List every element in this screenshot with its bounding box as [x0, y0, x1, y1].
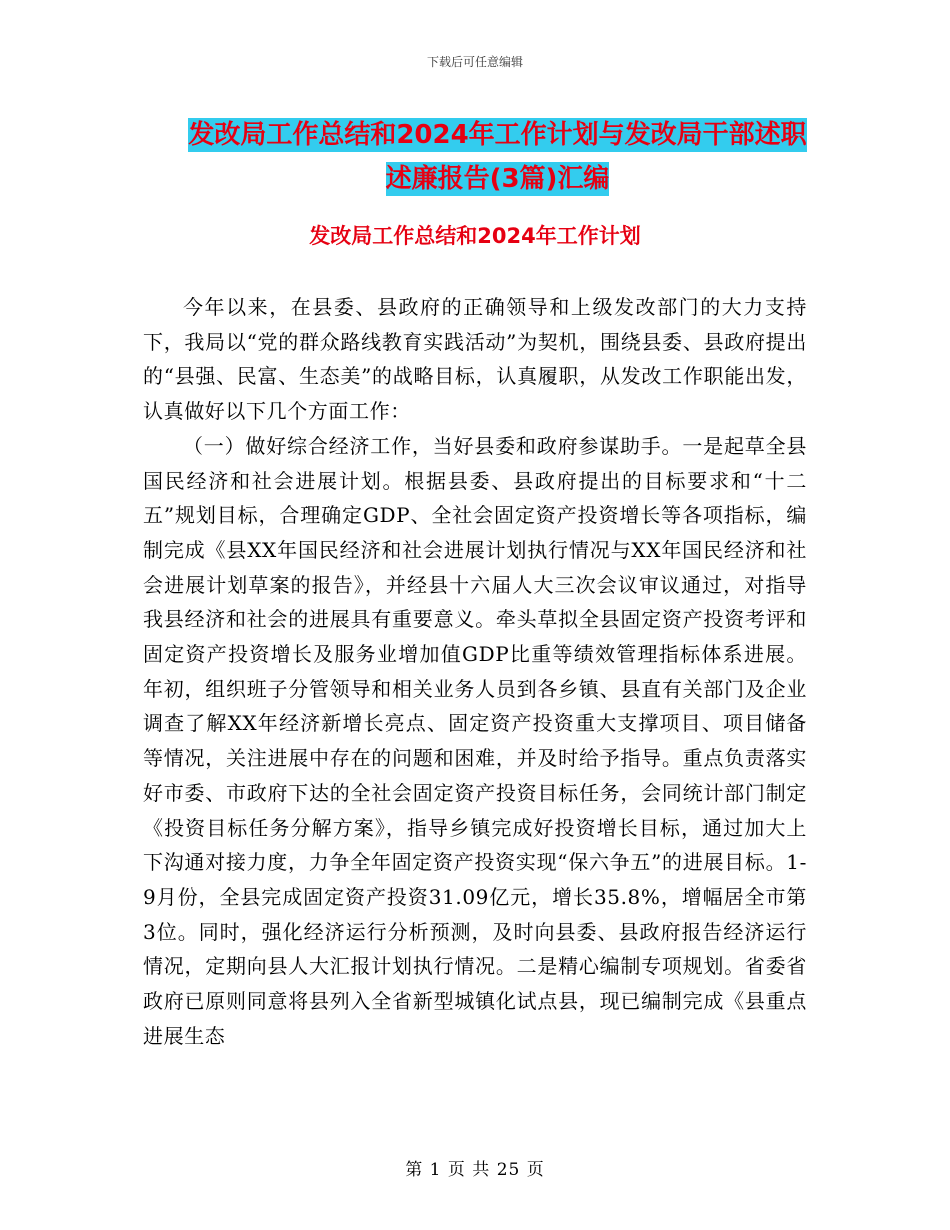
section-title: 发改局工作总结和2024年工作计划	[309, 224, 641, 248]
body-text	[143, 290, 807, 1053]
document-title-line1: 发改局工作总结和2024年工作计划与发改局干部述职	[188, 120, 807, 150]
paragraph-intro: 今年以来，在县委、县政府的正确领导和上级发改部门的大力支持下，我局以“党的群众路线教育实践活动”为契机，围绕县委、县政府提出的“县强、民富、生态美”的战略目标，认真履职，从发改工作职能出发，认真做好以下几个方面工作：	[143, 295, 807, 424]
header-note: 下载后可任意编辑	[426, 55, 523, 69]
paragraph-section-1: （一）做好综合经济工作，当好县委和政府参谋助手。一是起草全县国民经济和社会进展计划。根据县委、县政府提出的目标要求和“十二五”规划目标，合理确定GDP、全社会固定资产投资增长等各项指标，编制完成《县XX年国民经济和社会进展计划执行情况与XX年国民经济和社会进展计划草案的报告》，并经县十六届人大三次会议审议通过，对指导我县经济和社会的进展具有重要意义。牵头草拟全县固定资产投资考评和固定资产投资增长及服务业增加值GDP比重等绩效管理指标体系进展。年初，组织班子分管领导和相关业务人员到各乡镇、县直有关部门及企业调查了解XX年经济新增长亮点、固定资产投资重大支撑项目、项目储备等情况，关注进展中存在的问题和困难，并及时给予指导。重点负责落实好市委、市政府下达的全社会固定资产投资目标任务，会同统计部门制定《投资目标任务分解方案》，指导乡镇完成好投资增长目标，通过加大上下沟通对接力度，力争全年固定资产投资实现“保六争五”的进展目标。1-9月份，全县完成固定资产投资31.09亿元，增长35.8%，增幅居全市第3位。同时，强化经济运行分析预测，及时向县委、县政府报告经济运行情况，定期向县人大汇报计划执行情况。二是精心编制专项规划。省委省政府已原则同意将县列入全省新型城镇化试点县，现已编制完成《县重点进展生态	[143, 433, 807, 1048]
document-title-line2: 述廉报告(3篇)汇编	[385, 164, 610, 194]
document-title	[140, 113, 855, 201]
page-footer: 第 1 页 共 25 页	[405, 1160, 545, 1180]
